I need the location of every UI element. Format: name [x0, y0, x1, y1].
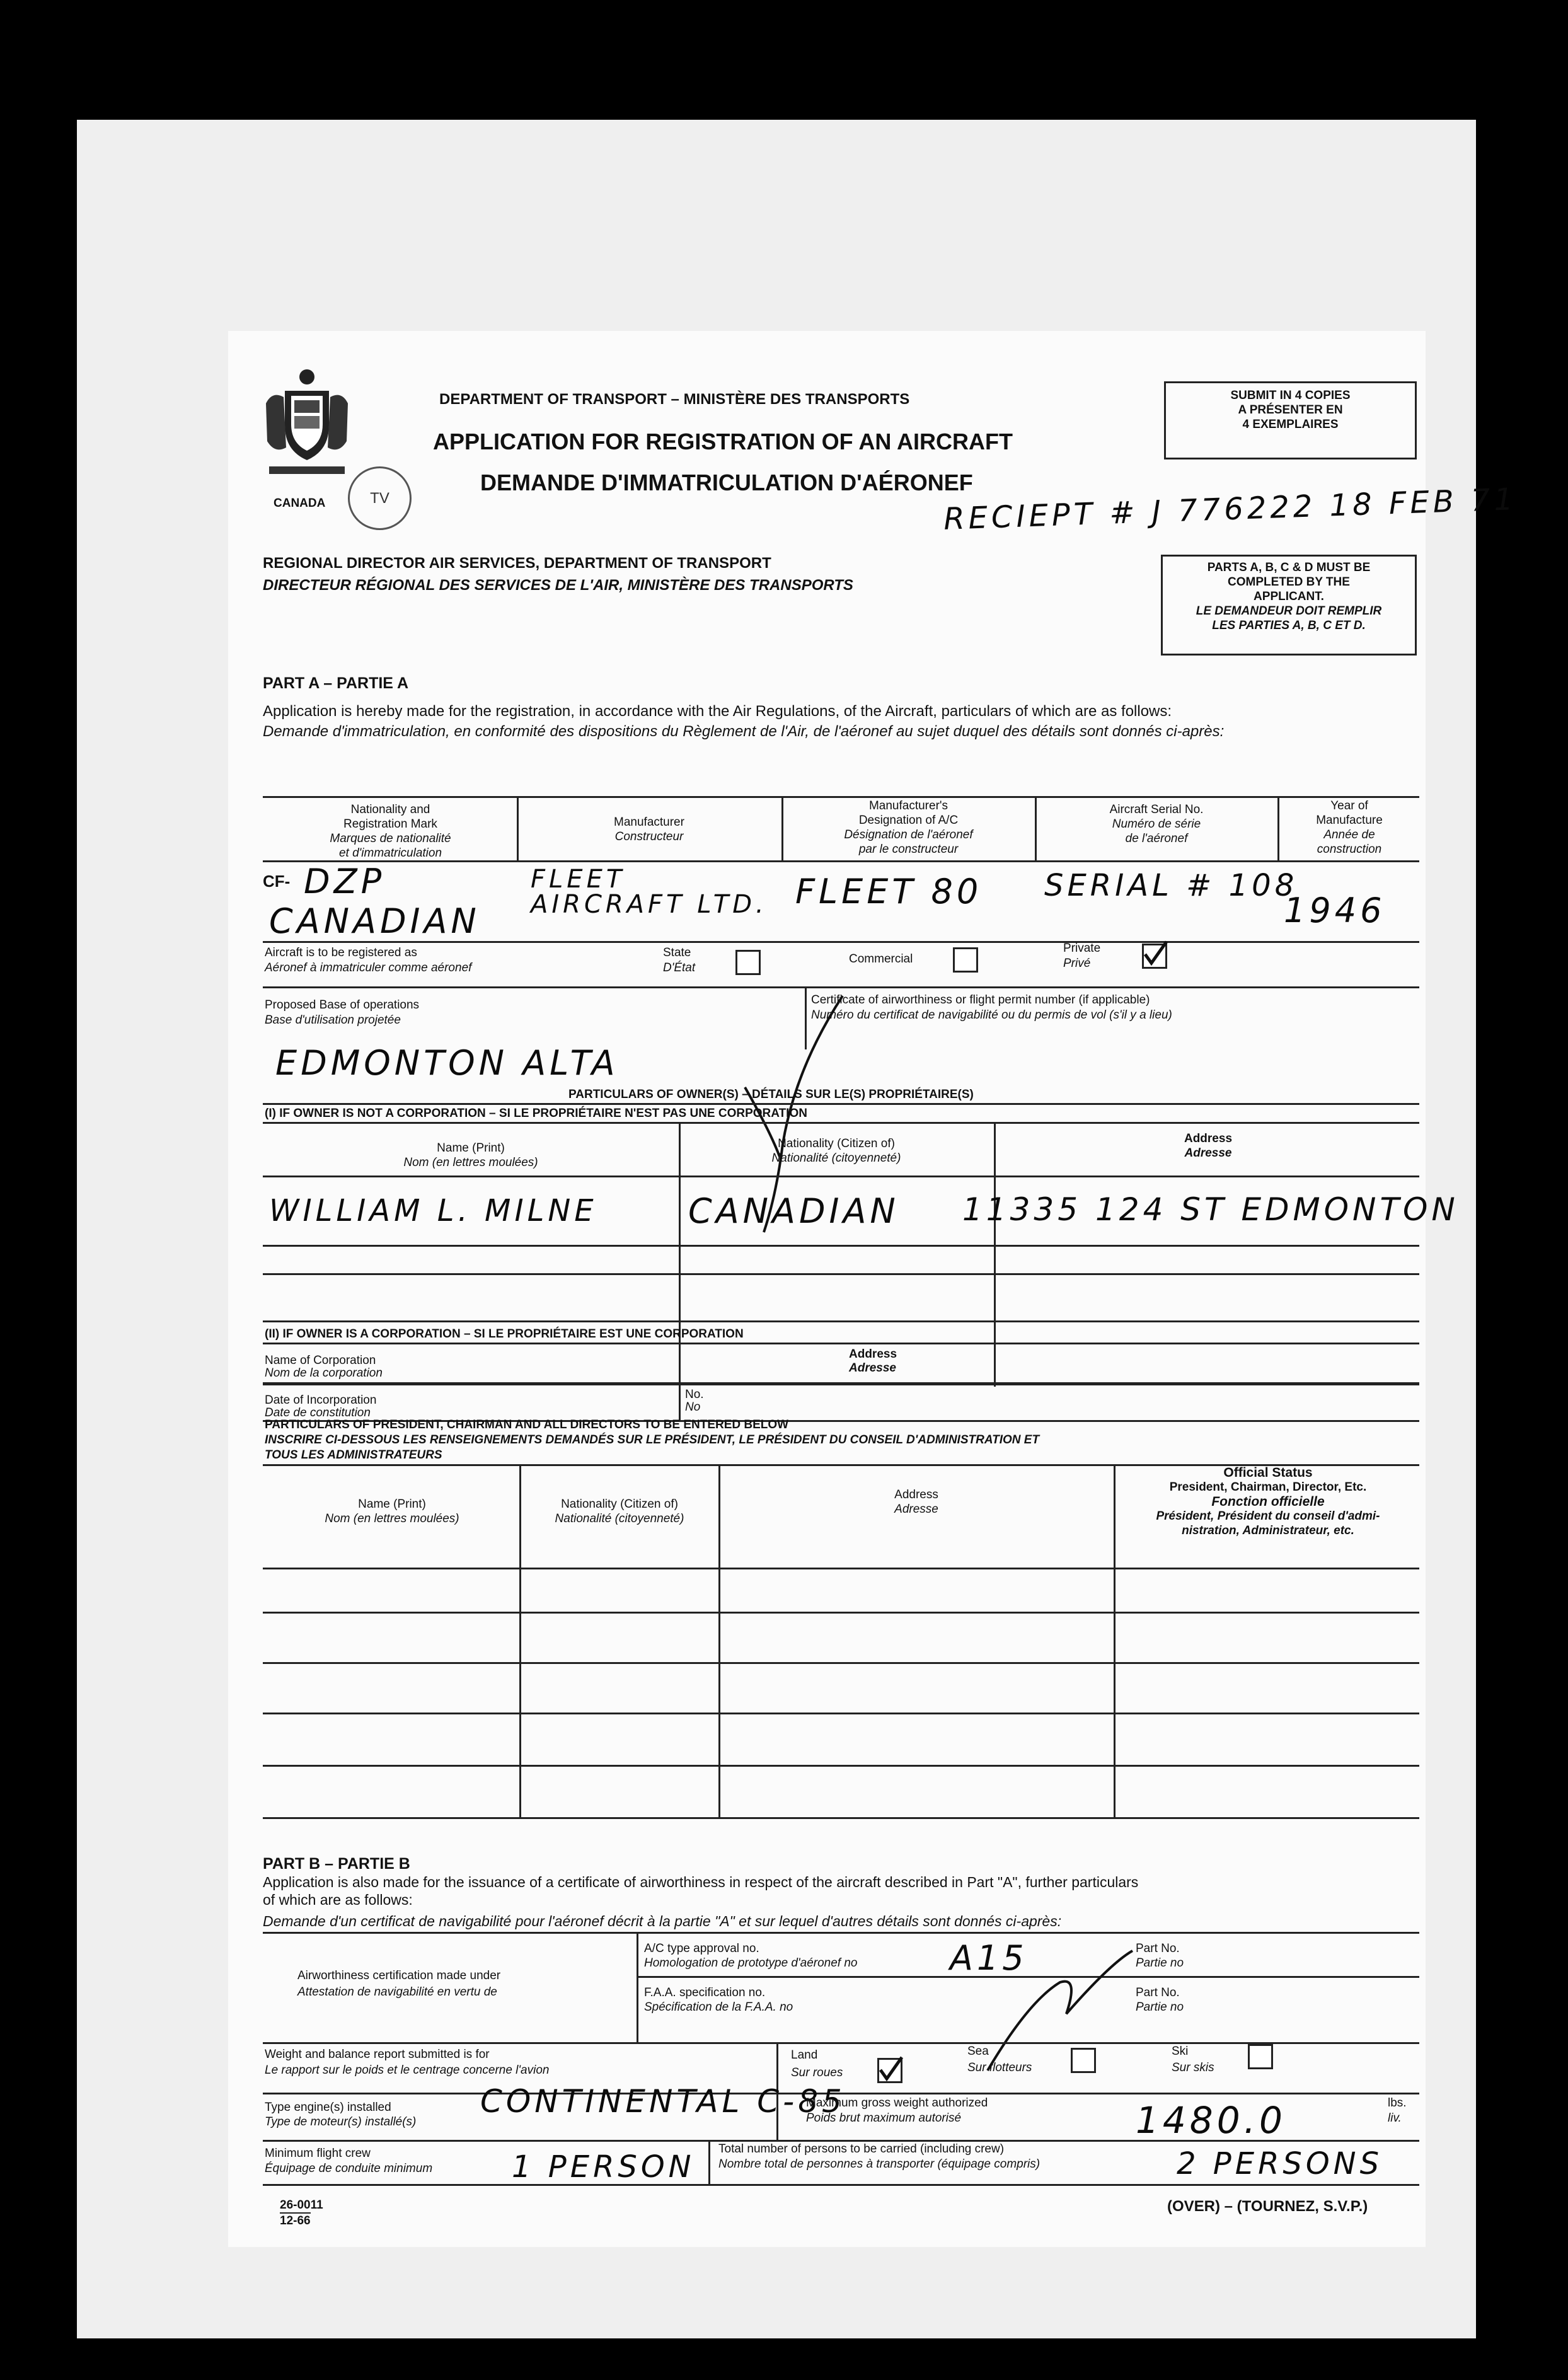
weight-report-label-fr: Le rapport sur le poids et le centrage concerne l'avion	[265, 2064, 550, 2077]
commercial-checkbox[interactable]	[953, 947, 978, 973]
column-rule	[517, 796, 519, 860]
table-rule	[263, 1122, 1419, 1124]
checkmark-icon	[878, 2056, 903, 2081]
table-rule	[263, 1568, 1419, 1569]
header-line: Nationality and	[350, 803, 430, 816]
country-label: CANADA	[274, 497, 326, 510]
header-line: Designation of A/C	[858, 814, 959, 827]
table-rule	[263, 1343, 1419, 1344]
ski-label-fr: Sur skis	[1172, 2061, 1214, 2074]
director-address-header	[721, 1488, 1112, 1516]
sea-label: Sea	[967, 2045, 989, 2058]
header-line: Constructeur	[614, 830, 684, 843]
owner-nationality-header	[682, 1136, 991, 1165]
header-line: Numéro de série	[1112, 817, 1201, 831]
part-b-intro-fr: Demande d'un certificat de navigabilité pour l'aéronef décrit à la partie "A" et sur lequel d'autres détails sont donnés ci-après:	[263, 1913, 1062, 1929]
table-rule	[263, 1817, 1419, 1819]
owner-name-value: WILLIAM L. MILNE	[269, 1193, 597, 1228]
inc-date-label: Date of Incorporation	[265, 1394, 377, 1407]
column-rule	[1114, 1464, 1115, 1817]
over-note: (OVER) – (TOURNEZ, S.V.P.)	[1167, 2198, 1368, 2215]
header-line: Nom (en lettres moulées)	[403, 1156, 538, 1169]
header-line: Nom (en lettres moulées)	[325, 1512, 459, 1525]
header-line: Fonction officielle	[1211, 1494, 1325, 1509]
table-rule	[263, 1662, 1419, 1664]
copies-line: SUBMIT IN 4 COPIES	[1230, 389, 1351, 402]
type-approval-label-fr: Homologation de prototype d'aéronef no	[644, 1956, 858, 1970]
commercial-label: Commercial	[849, 952, 913, 966]
parts-note-line: COMPLETED BY THE	[1228, 575, 1350, 589]
corp-name-label: Name of Corporation	[265, 1354, 376, 1367]
part-no-label-fr: Partie no	[1136, 1956, 1184, 1970]
land-label-fr: Sur roues	[791, 2066, 843, 2079]
col-manufacturer-header	[519, 815, 779, 844]
checkmark-icon	[1143, 940, 1168, 966]
crew-label-fr: Équipage de conduite minimum	[265, 2162, 433, 2175]
owner-address-header	[997, 1131, 1419, 1160]
col-serial-header	[1037, 802, 1276, 846]
part-a-intro-en: Application is hereby made for the registration, in accordance with the Air Regulations, of the Aircraft, particulars of which are as follows:	[263, 703, 1172, 720]
header-line: Manufacturer	[614, 816, 684, 829]
state-label: State	[663, 946, 691, 959]
header-line: de l'aéronef	[1125, 832, 1188, 845]
crew-value: 1 PERSON	[512, 2149, 695, 2185]
table-rule	[263, 1245, 1419, 1247]
header-line: Address	[894, 1488, 938, 1501]
lbs-label: lbs.	[1388, 2096, 1407, 2110]
table-rule	[263, 1382, 1419, 1384]
registered-as-fr: Aéronef à immatriculer comme aéronef	[265, 961, 472, 974]
header-line: Marques de nationalité	[330, 832, 451, 845]
cert-under-label: Airworthiness certification made under	[297, 1969, 501, 1982]
regional-fr: DIRECTEUR RÉGIONAL DES SERVICES DE L'AIR, MINISTÈRE DES TRANSPORTS	[263, 577, 853, 594]
header-line: President, Chairman, Director, Etc.	[1169, 1481, 1367, 1494]
registration-mark-value: DZP	[304, 862, 386, 901]
sea-label-fr: Sur flotteurs	[967, 2061, 1032, 2074]
header-line: Aircraft Serial No.	[1109, 803, 1204, 816]
serial-value: SERIAL # 108	[1044, 868, 1298, 903]
column-rule	[1035, 796, 1037, 860]
table-rule	[263, 1713, 1419, 1714]
table-rule	[263, 860, 1419, 862]
official-status-header	[1117, 1465, 1419, 1538]
copies-line: A PRÉSENTER EN	[1238, 403, 1343, 417]
header-line: Nationalité (citoyenneté)	[555, 1512, 684, 1525]
coat-of-arms-icon	[260, 366, 354, 485]
header-line: et d'immatriculation	[338, 846, 442, 860]
directors-heading-fr2: TOUS LES ADMINISTRATEURS	[265, 1448, 442, 1462]
table-rule	[263, 1176, 1419, 1177]
header-line: Désignation de l'aéronef	[844, 828, 973, 841]
title-en: APPLICATION FOR REGISTRATION OF AN AIRCRAFT	[433, 429, 1013, 454]
inc-date-label-fr: Date de constitution	[265, 1406, 371, 1419]
engines-value: CONTINENTAL C-85	[480, 2083, 846, 2120]
header-line: nistration, Administrateur, etc.	[1182, 1524, 1354, 1537]
manufacturer-value	[531, 867, 768, 917]
parts-note-line: PARTS A, B, C & D MUST BE	[1207, 561, 1371, 574]
type-approval-value: A15	[950, 1938, 1028, 1978]
column-rule	[708, 2140, 710, 2184]
header-line: Manufacture	[1316, 814, 1383, 827]
col-year-header	[1280, 799, 1419, 857]
header-line: Official Status	[1223, 1465, 1313, 1480]
header-line: Adresse	[894, 1503, 938, 1516]
cert-under-label-fr: Attestation de navigabilité en vertu de	[297, 1985, 497, 1999]
max-weight-value: 1480.0	[1136, 2099, 1286, 2142]
registration-form	[228, 331, 1518, 2247]
table-rule	[263, 1932, 1419, 1934]
form-date: 12-66	[280, 2212, 311, 2228]
weight-report-label: Weight and balance report submitted is for	[265, 2048, 490, 2061]
not-corporation-heading: (I) IF OWNER IS NOT A CORPORATION – SI LE PROPRIÉTAIRE N'EST PAS UNE CORPORATION	[265, 1107, 807, 1120]
header-line: Name (Print)	[358, 1498, 426, 1511]
stamp-circle	[348, 466, 412, 530]
department-line: DEPARTMENT OF TRANSPORT – MINISTÈRE DES TRANSPORTS	[439, 391, 910, 408]
persons-value: 2 PERSONS	[1177, 2146, 1383, 2181]
column-rule	[679, 1122, 681, 1387]
persons-label: Total number of persons to be carried (including crew)	[718, 2142, 1005, 2156]
lbs-label-fr: liv.	[1388, 2111, 1402, 2125]
header-line: Nationalité (citoyenneté)	[771, 1152, 901, 1165]
regional-en: REGIONAL DIRECTOR AIR SERVICES, DEPARTMENT OF TRANSPORT	[263, 555, 771, 572]
engines-label: Type engine(s) installed	[265, 2101, 391, 2114]
copies-box	[1164, 381, 1417, 459]
base-label-en: Proposed Base of operations	[265, 998, 420, 1012]
cf-prefix: CF-	[263, 872, 291, 891]
header-line: Year of	[1330, 799, 1368, 812]
land-label: Land	[791, 2048, 818, 2062]
sea-checkbox[interactable]	[1071, 2048, 1096, 2073]
part-a-heading: PART A – PARTIE A	[263, 674, 409, 692]
number-label: No.	[685, 1388, 704, 1401]
header-line: Registration Mark	[343, 817, 437, 831]
parts-note-line: APPLICANT.	[1254, 590, 1324, 603]
corp-name-label-fr: Nom de la corporation	[265, 1366, 383, 1380]
base-label-fr: Base d'utilisation projetée	[265, 1014, 401, 1027]
ski-checkbox[interactable]	[1248, 2044, 1273, 2069]
part-a-intro-fr: Demande d'immatriculation, en conformité des dispositions du Règlement de l'Air, de l'aéronef au sujet duquel des détails sont donnés ci-après:	[263, 723, 1225, 740]
state-checkbox[interactable]	[735, 950, 761, 975]
faa-label-fr: Spécification de la F.A.A. no	[644, 2001, 793, 2014]
directors-heading-fr: INSCRIRE CI-DESSOUS LES RENSEIGNEMENTS DEMANDÉS SUR LE PRÉSIDENT, LE PRÉSIDENT DU CONSEIL D'ADMINISTRATION ET	[265, 1433, 1040, 1447]
header-line: Président, Président du conseil d'admi-	[1156, 1510, 1380, 1523]
corp-address-label-fr: Adresse	[849, 1361, 896, 1375]
land-checkbox[interactable]	[877, 2058, 902, 2083]
state-label-fr: D'État	[663, 961, 696, 974]
owner-name-header	[266, 1141, 676, 1170]
type-approval-label: A/C type approval no.	[644, 1942, 759, 1955]
max-weight-label-fr: Poids brut maximum autorisé	[806, 2111, 962, 2125]
table-rule	[263, 986, 1419, 988]
table-rule	[263, 1612, 1419, 1614]
part-no-label: Part No.	[1136, 1986, 1180, 1999]
column-rule	[519, 1464, 521, 1817]
registration-nationality-value: CANADIAN	[269, 901, 480, 941]
column-rule	[994, 1122, 996, 1387]
header-line: Manufacturer's	[868, 799, 948, 812]
col-nationality-header	[266, 802, 515, 860]
parts-note-line: LES PARTIES A, B, C ET D.	[1212, 619, 1366, 632]
registered-as-en: Aircraft is to be registered as	[265, 946, 417, 959]
parts-note-box	[1161, 555, 1417, 656]
part-no-label-fr: Partie no	[1136, 2001, 1184, 2014]
column-rule	[1277, 796, 1279, 860]
corporation-heading: (II) IF OWNER IS A CORPORATION – SI LE PROPRIÉTAIRE EST UNE CORPORATION	[265, 1327, 744, 1341]
cert-label-fr: Numéro du certificat de navigabilité ou du permis de vol (s'il y a lieu)	[811, 1008, 1172, 1022]
part-b-heading: PART B – PARTIE B	[263, 1855, 410, 1873]
table-rule	[263, 1273, 1419, 1275]
table-rule	[263, 2184, 1419, 2186]
owner-nationality-value: CANADIAN	[688, 1191, 899, 1231]
year-value: 1946	[1284, 891, 1386, 930]
part-no-label: Part No.	[1136, 1942, 1180, 1955]
receipt-handwritten: RECIEPT # J 776222 18 FEB 71	[943, 482, 1518, 537]
column-rule	[679, 1382, 681, 1420]
table-rule	[263, 1103, 1419, 1105]
private-label-fr: Privé	[1063, 957, 1091, 970]
title-fr: DEMANDE D'IMMATRICULATION D'AÉRONEF	[480, 470, 973, 495]
manufacturer-line: FLEET	[531, 865, 626, 894]
header-line: Année de	[1323, 828, 1375, 841]
engines-label-fr: Type de moteur(s) installé(s)	[265, 2115, 417, 2129]
header-line: Address	[1184, 1132, 1233, 1145]
copies-line: 4 EXEMPLAIRES	[1242, 418, 1339, 431]
table-rule	[263, 1320, 1419, 1322]
owner-address-value: 11335 124 ST EDMONTON	[962, 1191, 1459, 1228]
column-rule	[637, 1932, 638, 2042]
faa-label: F.A.A. specification no.	[644, 1986, 766, 1999]
part-b-intro-en: Application is also made for the issuance of a certificate of airworthiness in respect of the aircraft described in Part "A", further particulars	[263, 1874, 1139, 1890]
col-designation-header	[784, 799, 1033, 857]
corp-address-label: Address	[849, 1348, 897, 1361]
header-line: Nationality (Citizen of)	[778, 1137, 895, 1150]
designation-value: FLEET 80	[795, 872, 983, 911]
cert-label-en: Certificate of airworthiness or flight permit number (if applicable)	[811, 993, 1150, 1007]
director-nationality-header	[522, 1497, 717, 1526]
table-rule	[263, 796, 1419, 798]
parts-note-line: LE DEMANDEUR DOIT REMPLIR	[1196, 604, 1382, 618]
header-line: Nationality (Citizen of)	[561, 1498, 678, 1511]
crew-label: Minimum flight crew	[265, 2147, 371, 2160]
max-weight-label: Maximum gross weight authorized	[806, 2096, 988, 2110]
table-rule	[263, 1765, 1419, 1767]
header-line: construction	[1317, 843, 1382, 856]
director-name-header	[266, 1497, 518, 1526]
part-b-intro-en-2: of which are as follows:	[263, 1892, 413, 1908]
header-line: Adresse	[1184, 1147, 1232, 1160]
number-label-fr: No	[685, 1401, 701, 1414]
base-value: EDMONTON ALTA	[275, 1043, 619, 1083]
manufacturer-line: AIRCRAFT LTD.	[531, 890, 768, 919]
persons-label-fr: Nombre total de personnes à transporter (équipage compris)	[718, 2158, 1041, 2171]
column-rule	[781, 796, 783, 860]
private-label: Private	[1063, 942, 1101, 955]
directors-heading: PARTICULARS OF PRESIDENT, CHAIRMAN AND ALL DIRECTORS TO BE ENTERED BELOW	[265, 1418, 789, 1431]
private-checkbox[interactable]	[1142, 944, 1167, 969]
table-rule	[263, 941, 1419, 943]
header-line: Name (Print)	[437, 1141, 505, 1155]
form-number: 26-0011	[280, 2198, 323, 2212]
table-rule	[263, 2042, 1419, 2044]
header-line: par le constructeur	[858, 843, 959, 856]
owner-heading: PARTICULARS OF OWNER(S) – DÉTAILS SUR LE(S) PROPRIÉTAIRE(S)	[568, 1088, 974, 1101]
pen-stroke-icon	[984, 1944, 1136, 2077]
stamp-text: TV	[370, 490, 389, 507]
column-rule	[718, 1464, 720, 1817]
ski-label: Ski	[1172, 2045, 1189, 2058]
